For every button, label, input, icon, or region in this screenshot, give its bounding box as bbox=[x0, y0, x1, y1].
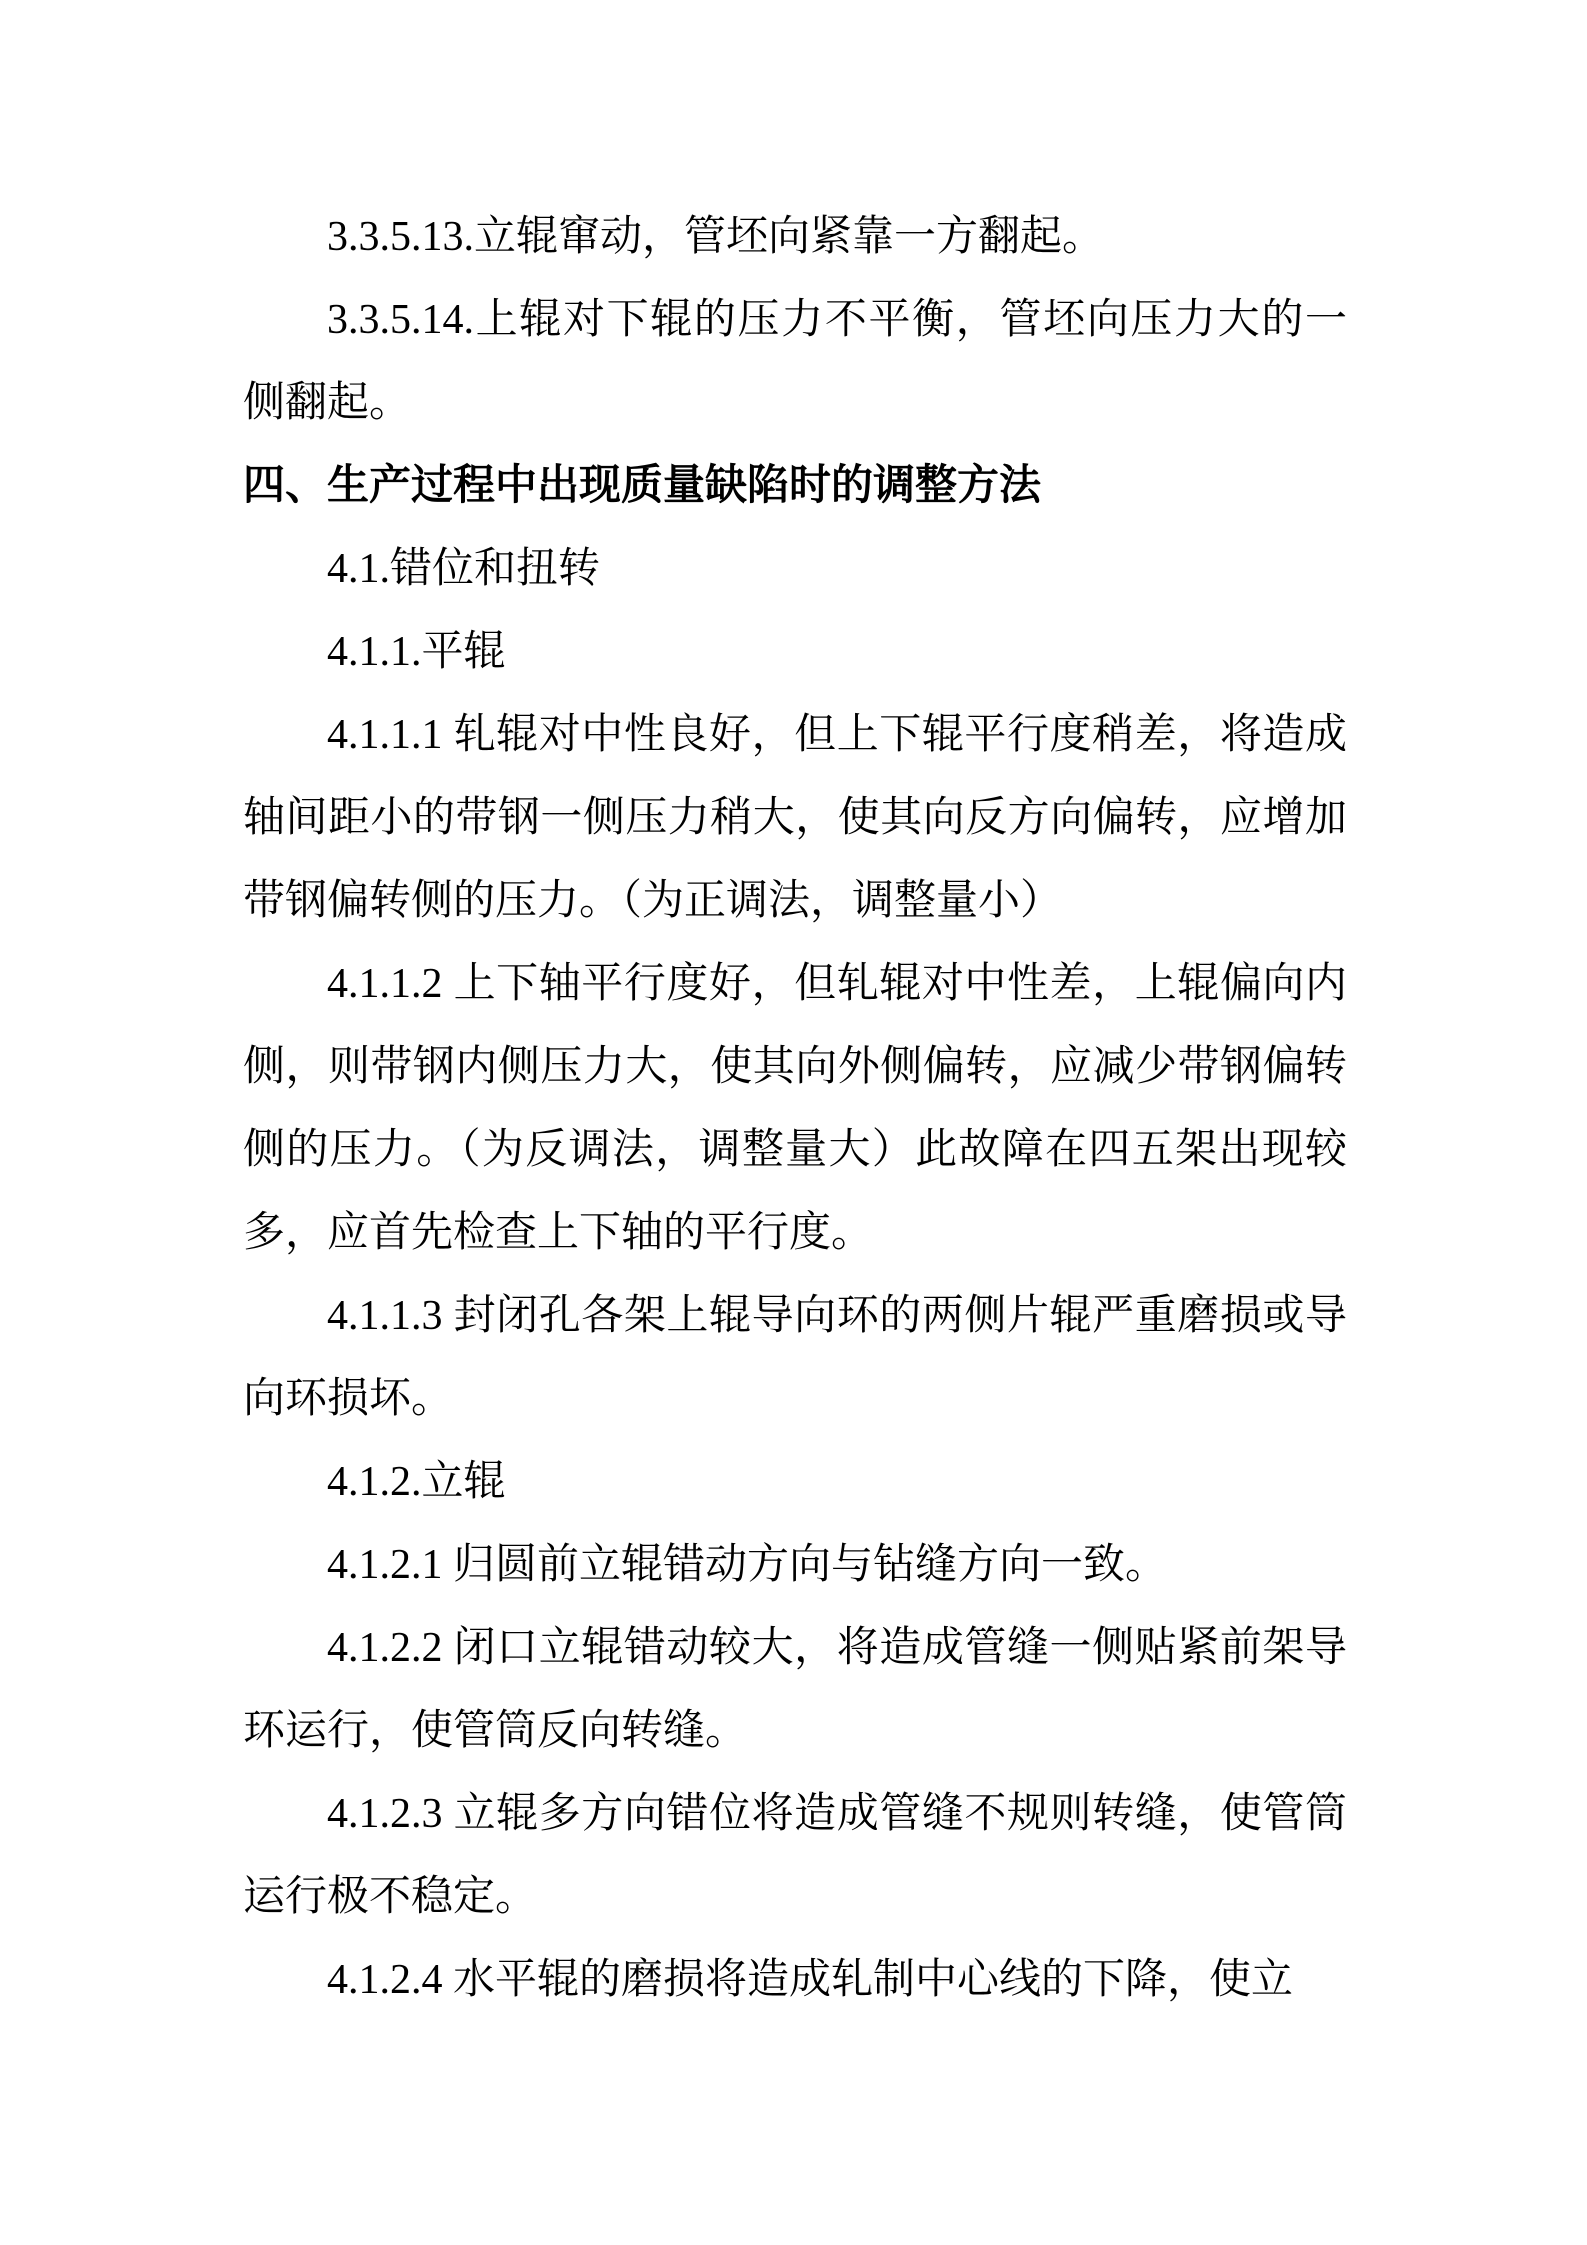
para-4-1-2-2: 4.1.2.2 闭口立辊错动较大，将造成管缝一侧贴紧前架导环运行，使管筒反向转缝。 bbox=[243, 1625, 1347, 1754]
para-4-1-1-2: 4.1.1.2 上下轴平行度好，但轧辊对中性差，上辊偏向内侧，则带钢内侧压力大，使其向外侧偏转，应减少带钢偏转侧的压力。（为反调法，调整量大）此故障在四五架出现较多，应首先检查上下轴的平行度。 bbox=[243, 961, 1347, 1256]
para-3-3-5-14: 3.3.5.14.上辊对下辊的压力不平衡，管坯向压力大的一侧翻起。 bbox=[243, 297, 1347, 426]
para-3-3-5-13: 3.3.5.13.立辊窜动，管坯向紧靠一方翻起。 bbox=[327, 214, 1105, 260]
para-4-1: 4.1.错位和扭转 bbox=[327, 546, 601, 592]
para-4-1-2-3: 4.1.2.3 立辊多方向错位将造成管缝不规则转缝，使管筒运行极不稳定。 bbox=[243, 1791, 1347, 1920]
para-4-1-2-1: 4.1.2.1 归圆前立辊错动方向与钻缝方向一致。 bbox=[327, 1542, 1168, 1588]
para-4-1-2: 4.1.2.立辊 bbox=[327, 1459, 506, 1505]
section-heading-4: 四、生产过程中出现质量缺陷时的调整方法 bbox=[243, 463, 1042, 509]
para-4-1-1-3: 4.1.1.3 封闭孔各架上辊导向环的两侧片辊严重磨损或导向环损坏。 bbox=[243, 1293, 1347, 1422]
para-4-1-2-4: 4.1.2.4 水平辊的磨损将造成轧制中心线的下降，使立 bbox=[327, 1957, 1294, 2003]
para-4-1-1: 4.1.1.平辊 bbox=[327, 629, 506, 675]
para-4-1-1-1: 4.1.1.1 轧辊对中性良好，但上下辊平行度稍差，将造成轴间距小的带钢一侧压力稍大，使其向反方向偏转，应增加带钢偏转侧的压力。（为正调法，调整量小） bbox=[243, 712, 1347, 924]
